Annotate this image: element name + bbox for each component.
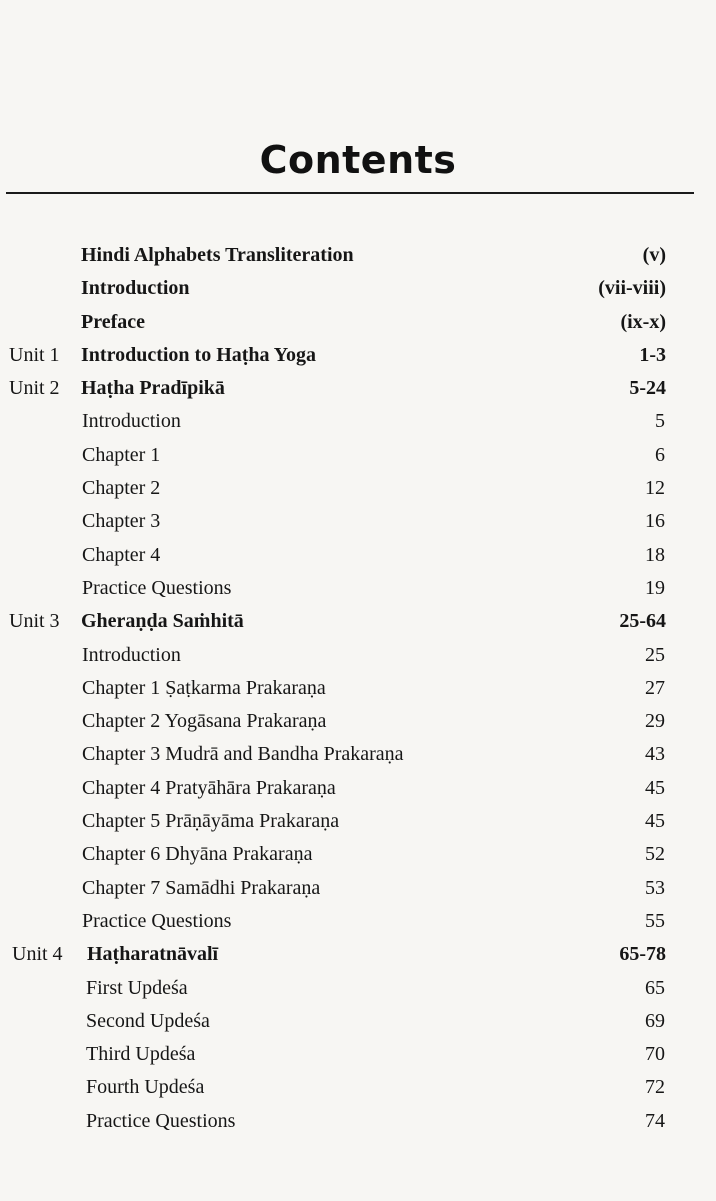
- toc-entry[interactable]: [0, 539, 716, 572]
- toc-unit-label: Unit 4: [12, 943, 63, 966]
- toc-entry-page: (ix-x): [620, 310, 666, 333]
- toc-entry-page: 45: [645, 776, 665, 799]
- toc-entry[interactable]: [0, 738, 716, 771]
- toc-entry[interactable]: [0, 639, 716, 672]
- toc-entry-title: Third Updeśa: [86, 1043, 196, 1066]
- toc-entry[interactable]: [0, 1105, 716, 1138]
- toc-entry-title: Practice Questions: [82, 909, 232, 932]
- toc-entry-page: 45: [645, 810, 665, 833]
- toc-unit-label: Unit 2: [9, 377, 60, 400]
- toc-entry-title: Chapter 7 Samādhi Prakaraṇa: [82, 876, 321, 899]
- toc-entry-title: Chapter 4 Pratyāhāra Prakaraṇa: [82, 776, 336, 799]
- toc-entry-title: Preface: [81, 310, 146, 333]
- toc-entry-page: (v): [642, 244, 666, 266]
- toc-entry-page: 18: [645, 543, 665, 566]
- toc-entry-title: Chapter 3 Mudrā and Bandha Prakaraṇa: [82, 743, 404, 766]
- toc-entry[interactable]: [0, 838, 716, 871]
- toc-entry-title: Chapter 6 Dhyāna Prakaraṇa: [82, 843, 313, 866]
- toc-entry-title: Introduction: [82, 643, 181, 666]
- toc-unit-entry[interactable]: [0, 372, 716, 405]
- toc-entry[interactable]: [0, 1005, 716, 1038]
- toc-entry[interactable]: [0, 705, 716, 738]
- toc-entry-page: 70: [645, 1043, 665, 1066]
- toc-entry[interactable]: [0, 272, 716, 305]
- toc-entry-page: 16: [645, 510, 665, 533]
- toc-entry-page: 55: [645, 909, 665, 932]
- toc-entry-title: Chapter 3: [82, 510, 161, 533]
- toc-entry[interactable]: [0, 572, 716, 605]
- toc-entry-title: Second Updeśa: [86, 1009, 210, 1032]
- toc-entry[interactable]: [0, 805, 716, 838]
- toc-entry-page: 74: [645, 1109, 665, 1132]
- toc-entry-title: First Updeśa: [86, 976, 188, 999]
- toc-entry-page: 29: [645, 710, 665, 733]
- toc-unit-entry[interactable]: [0, 938, 716, 971]
- toc-entry-page: (vii-viii): [598, 277, 666, 300]
- toc-entry-title: Chapter 5 Prāṇāyāma Prakaraṇa: [82, 810, 340, 833]
- toc-entry-page: 1-3: [639, 343, 666, 366]
- toc-entry-title: Introduction to Haṭha Yoga: [81, 343, 317, 366]
- toc-entry-page: 69: [645, 1009, 665, 1032]
- toc-entry[interactable]: [0, 872, 716, 905]
- title-divider: [6, 192, 694, 194]
- toc-entry-page: 5-24: [629, 377, 666, 400]
- toc-entry-title: Hindi Alphabets Transliteration: [81, 244, 354, 266]
- toc-entry[interactable]: [0, 672, 716, 705]
- toc-entry-page: 53: [645, 876, 665, 899]
- toc-entry-title: Practice Questions: [86, 1109, 236, 1132]
- toc-entry-title: Haṭharatnāvalī: [87, 943, 219, 966]
- toc-entry[interactable]: [0, 239, 716, 272]
- toc-entry-title: Fourth Updeśa: [86, 1076, 205, 1099]
- toc-entry-title: Chapter 2 Yogāsana Prakaraṇa: [82, 710, 327, 733]
- toc-entry-page: 43: [645, 743, 665, 766]
- toc-entry-title: Chapter 2: [82, 477, 161, 500]
- toc-entry-title: Chapter 4: [82, 543, 161, 566]
- toc-entry-page: 19: [645, 576, 665, 599]
- toc-entry-page: 5: [655, 410, 665, 433]
- toc-unit-entry[interactable]: [0, 339, 716, 372]
- toc-entry[interactable]: [0, 472, 716, 505]
- toc-entry-page: 52: [645, 843, 665, 866]
- toc-entry-page: 6: [655, 443, 665, 466]
- toc-entry[interactable]: [0, 439, 716, 472]
- toc-entry-title: Gheraṇḍa Saṁhitā: [81, 610, 244, 633]
- toc-entry[interactable]: [0, 505, 716, 538]
- toc-entry-title: Chapter 1 Ṣaṭkarma Prakaraṇa: [82, 676, 326, 699]
- toc-entry[interactable]: [0, 1038, 716, 1071]
- toc-entry-title: Introduction: [81, 277, 190, 300]
- toc-entry-page: 27: [645, 676, 665, 699]
- toc-entry-page: 72: [645, 1076, 665, 1099]
- table-of-contents: [0, 239, 716, 1138]
- toc-entry-page: 65: [645, 976, 665, 999]
- toc-entry-title: Introduction: [82, 410, 181, 433]
- toc-entry[interactable]: [0, 1071, 716, 1104]
- toc-unit-label: Unit 3: [9, 610, 60, 633]
- toc-entry-page: 65-78: [619, 943, 666, 966]
- toc-entry[interactable]: [0, 405, 716, 438]
- toc-entry-page: 25: [645, 643, 665, 666]
- toc-entry[interactable]: [0, 972, 716, 1005]
- toc-entry-title: Haṭha Pradīpikā: [81, 377, 225, 400]
- toc-unit-label: Unit 1: [9, 343, 60, 366]
- page-title: Contents: [259, 138, 457, 182]
- toc-entry[interactable]: [0, 306, 716, 339]
- toc-entry[interactable]: [0, 772, 716, 805]
- toc-entry-page: 12: [645, 477, 665, 500]
- toc-entry-title: Chapter 1: [82, 443, 161, 466]
- toc-entry-title: Practice Questions: [82, 576, 232, 599]
- toc-entry-page: 25-64: [619, 610, 666, 633]
- toc-entry[interactable]: [0, 905, 716, 938]
- toc-unit-entry[interactable]: [0, 605, 716, 638]
